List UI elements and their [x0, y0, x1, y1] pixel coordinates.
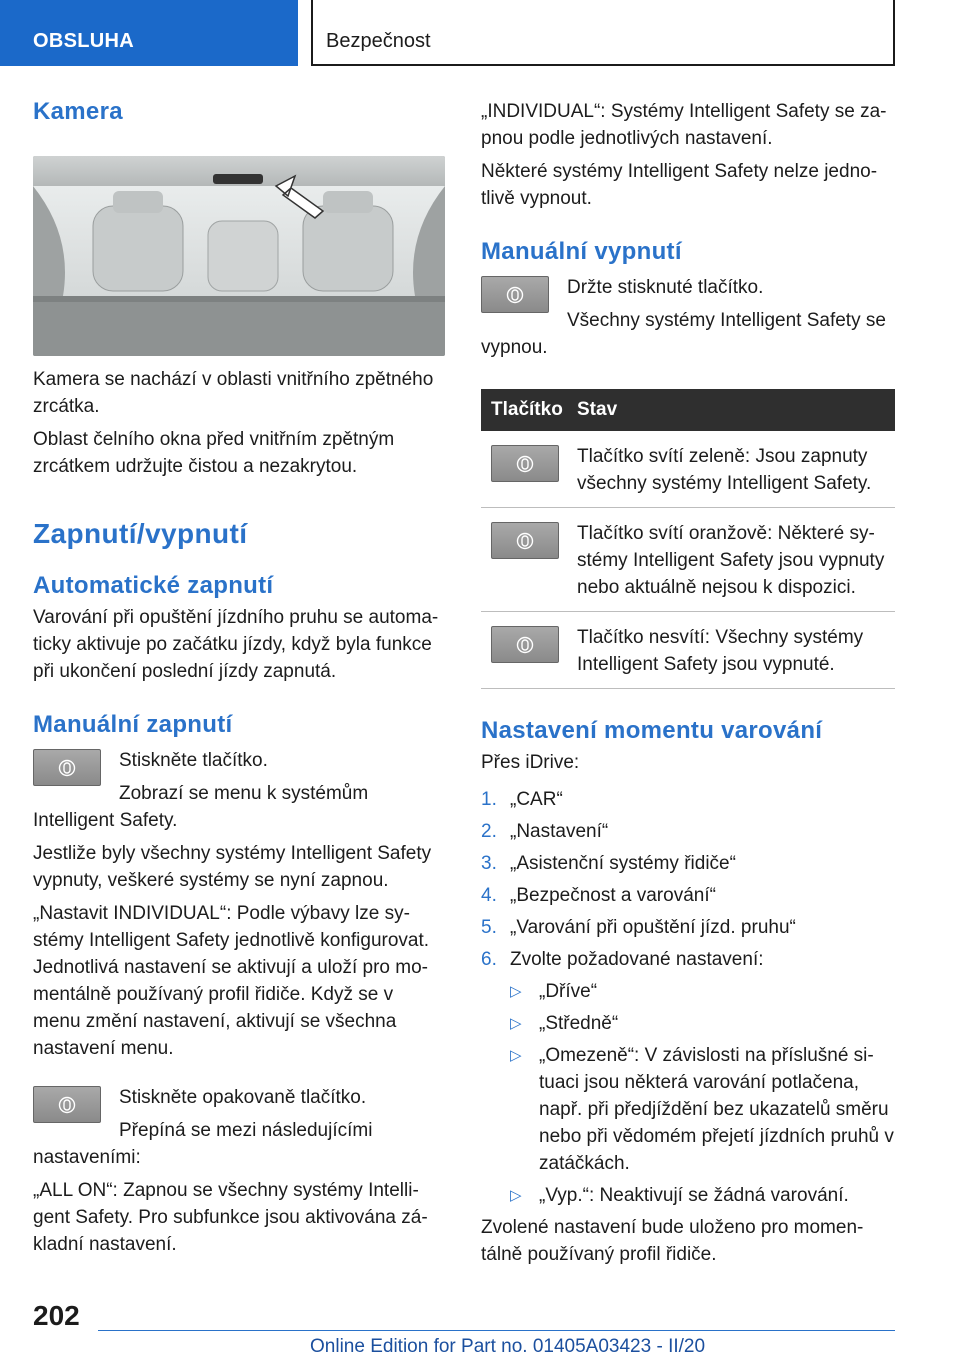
intelligent-safety-button-icon — [33, 1086, 101, 1123]
camera-location-text: Kamera se nachází v oblasti vnitřního zpětného zrcátka. — [33, 369, 434, 417]
step-text: „Bezpečnost a varování“ — [510, 885, 716, 906]
press-repeat-text: Stiskněte opakovaně tlačítko. — [119, 1087, 367, 1108]
camera-location-photo — [33, 156, 445, 356]
step-number: 2. — [481, 821, 497, 842]
all-on-text: „ALL ON“: Zapnou se všechny systémy Intelligent Safety. Pro subfunkce jsou aktivována základní nastavení. — [33, 1180, 428, 1255]
press-button-text: Stiskněte tlačítko. — [119, 750, 268, 771]
intelligent-safety-button-icon — [491, 522, 559, 559]
column-header-status: Stav — [577, 389, 895, 431]
footer-rule — [98, 1330, 895, 1331]
manual-on-heading: Manuální zapnutí — [33, 711, 233, 738]
manual-off-heading: Manuální vypnutí — [481, 238, 682, 265]
triangle-bullet-icon: ▷ — [510, 983, 522, 1000]
table-row — [481, 508, 895, 612]
page-title: Bezpečnost — [326, 30, 431, 52]
table-row — [481, 612, 895, 689]
intelligent-safety-button-icon — [481, 276, 549, 313]
option-text: „Dříve“ — [539, 981, 598, 1002]
table-row — [481, 431, 895, 508]
saved-note-text: Zvolené nastavení bude uloženo pro momentálně používaný profil řidiče. — [481, 1217, 864, 1265]
list-item — [510, 1010, 895, 1037]
header-underline — [311, 64, 895, 66]
onoff-heading: Zapnutí/vypnutí — [33, 518, 248, 549]
edition-footer: Online Edition for Part no. 01405A03423 - II/20 — [310, 1336, 706, 1357]
step-text: „Nastavení“ — [510, 821, 609, 842]
press-repeat-block — [33, 1084, 445, 1171]
status-off-text: Tlačítko nesvítí: Všechny systémy Intelligent Safety jsou vypnuté. — [577, 612, 895, 689]
triangle-bullet-icon: ▷ — [510, 1047, 522, 1064]
list-item — [510, 1042, 895, 1177]
auto-on-text: Varování při opuštění jízdního pruhu se automaticky aktivuje po začátku jízdy, když byla funkce při ukončení poslední jízdy zapnutá. — [33, 607, 439, 682]
intelligent-safety-button-icon — [491, 626, 559, 663]
list-item — [481, 786, 895, 813]
camera-keep-clean-text: Oblast čelního okna před vnitřním zpětným zrcátkem udržujte čistou a nezakrytou. — [33, 429, 395, 477]
switch-modes-text: Přepíná se mezi následujícími nastaveními: — [33, 1120, 373, 1168]
list-item — [481, 882, 895, 909]
manual-on-block — [33, 747, 445, 834]
cannot-off-text: Některé systémy Intelligent Safety nelze jednotlivě vypnout. — [481, 161, 878, 209]
step-number: 3. — [481, 853, 497, 874]
option-text: „Středně“ — [539, 1013, 619, 1034]
step-text: „Asistenční systémy řidiče“ — [510, 853, 736, 874]
intelligent-safety-button-icon — [491, 445, 559, 482]
header-divider — [311, 0, 313, 66]
status-green-text: Tlačítko svítí zeleně: Jsou zapnuty všechny systémy Intelligent Safety. — [577, 431, 895, 508]
step-number: 6. — [481, 949, 497, 970]
camera-heading: Kamera — [33, 98, 123, 125]
list-item — [510, 1182, 895, 1209]
button-status-table — [481, 389, 895, 689]
step-text: „CAR“ — [510, 789, 563, 810]
individual-mode-text: „INDIVIDUAL“: Systémy Intelligent Safety se zapnou podle jednotlivých nastavení. — [481, 101, 887, 149]
intelligent-safety-button-icon — [33, 749, 101, 786]
list-item — [481, 850, 895, 877]
triangle-bullet-icon: ▷ — [510, 1187, 522, 1204]
right-column — [481, 98, 895, 1268]
individual-config-text: „Nastavit INDIVIDUAL“: Podle výbavy lze systémy Intelligent Safety jednotlivě konfigurovat. Jednotlivá nastavení se aktivují a uloží pro momentálně používaný profil řidiče. Když se v menu změní nastavení, aktivují se všechna nastavení menu. — [33, 903, 430, 1059]
options-list — [510, 978, 895, 1209]
manual-off-block — [481, 274, 895, 361]
warning-timing-heading: Nastavení momentu varování — [481, 717, 823, 744]
step-text: Zvolte požadované nastavení: — [510, 949, 764, 970]
step-number: 5. — [481, 917, 497, 938]
column-header-button: Tlačítko — [481, 389, 577, 431]
menu-shown-text: Zobrazí se menu k systémům Intelligent Safety. — [33, 783, 369, 831]
list-item — [481, 946, 895, 1209]
header-right-border — [893, 0, 895, 66]
section-tab: OBSLUHA — [0, 0, 298, 66]
auto-on-heading: Automatické zapnutí — [33, 572, 274, 599]
option-text: „Omezeně“: V závislosti na příslušné situaci jsou některá varování potlačena, např. při předjíždění bez ukazatelů směru nebo při vědomém přejetí jízdních pruhů v zatáčkách. — [539, 1045, 894, 1174]
table-header-row — [481, 389, 895, 431]
left-column — [33, 98, 445, 1258]
status-orange-text: Tlačítko svítí oranžově: Některé systémy Intelligent Safety jsou vypnuty nebo aktuálně nejsou k dispozici. — [577, 508, 895, 612]
step-number: 1. — [481, 789, 497, 810]
option-text: „Vyp.“: Neaktivují se žádná varování. — [539, 1185, 849, 1206]
list-item — [510, 978, 895, 1005]
list-item — [481, 914, 895, 941]
idrive-steps-list — [481, 786, 895, 1209]
if-off-text: Jestliže byly všechny systémy Intelligent Safety vypnuty, veškeré systémy se nyní zapnou. — [33, 843, 432, 891]
page-number: 202 — [33, 1300, 80, 1331]
triangle-bullet-icon: ▷ — [510, 1015, 522, 1032]
list-item — [481, 818, 895, 845]
via-idrive-text: Přes iDrive: — [481, 752, 580, 773]
hold-button-text: Držte stisknuté tlačítko. — [567, 277, 764, 298]
step-number: 4. — [481, 885, 497, 906]
step-text: „Varování při opuštění jízd. pruhu“ — [510, 917, 796, 938]
all-off-text: Všechny systémy Intelligent Safety se vypnou. — [481, 310, 886, 358]
